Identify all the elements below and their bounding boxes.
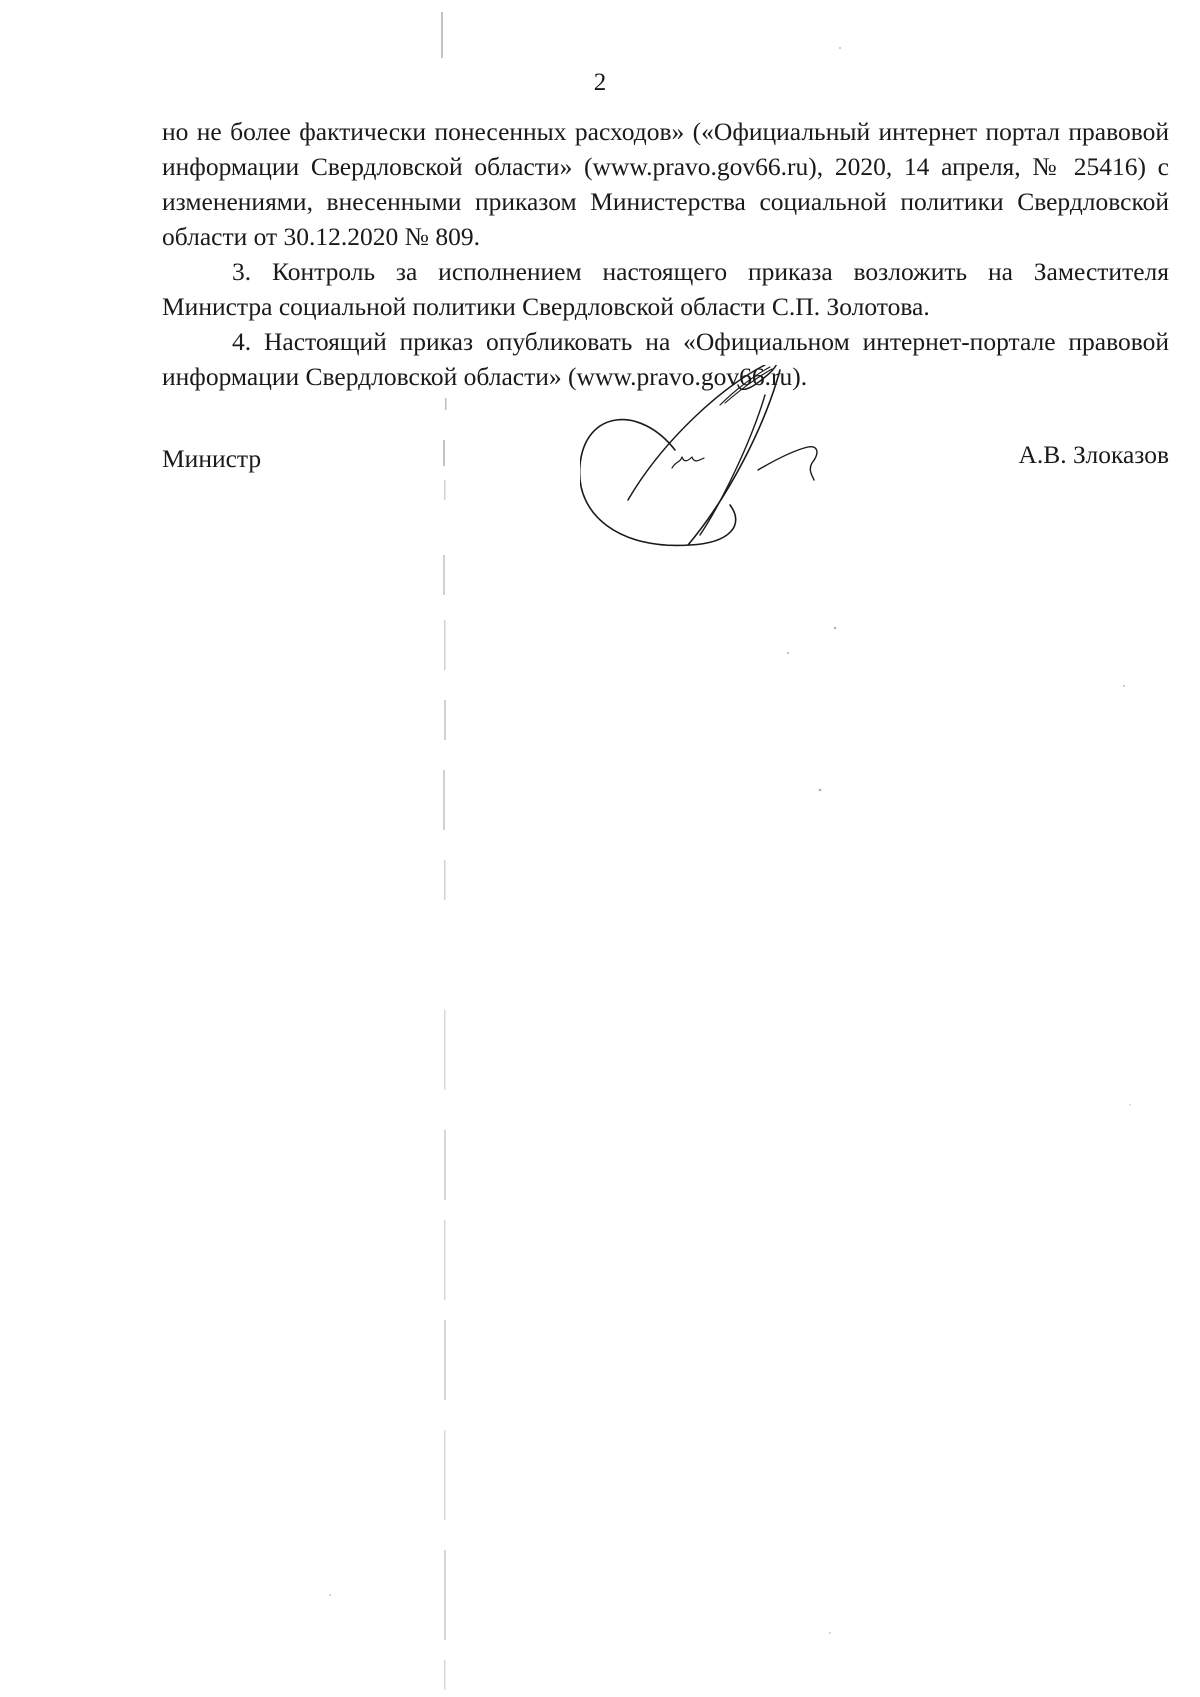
signature-cursive-mark: [672, 457, 704, 468]
signature-second-stroke: [700, 395, 765, 535]
page-number: 2: [593, 69, 607, 96]
signature-tail-stroke: [758, 447, 817, 480]
signature-loop-stroke: [580, 420, 736, 546]
signature-diagonal-stroke: [628, 365, 778, 500]
paragraph-continuation: но не более фактически понесенных расходов» («Официальный интернет портал правовой информации Свердловской области» (www.pravo.gov66.ru), 2020, 14 апреля, № 25416) с изменениями, внесенными приказом Министерства социальной политики Свердловской области от 30.12.2020 № 809.: [162, 117, 1169, 251]
paragraph-item-4: 4. Настоящий приказ опубликовать на «Официальном интернет-портале правовой информации Свердловской области» (www.pravo.gov66.ru).: [162, 327, 1169, 391]
paragraph-item-3: 3. Контроль за исполнением настоящего приказа возложить на Заместителя Министра социальной политики Свердловской области С.П. Золотова.: [162, 257, 1169, 321]
document-body: [162, 114, 1169, 394]
handwritten-signature: [580, 365, 900, 605]
signer-title: Министр: [162, 444, 262, 473]
signer-name: А.В. Злоказов: [1018, 440, 1169, 469]
signature-descender-stroke: [688, 370, 780, 545]
